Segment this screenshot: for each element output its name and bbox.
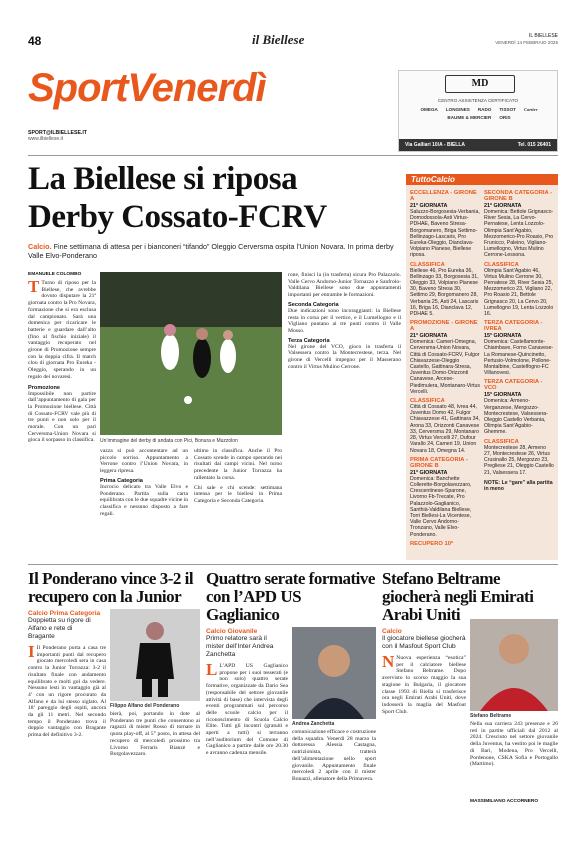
sidebar-section-body: Domenica: Bettole Grignasco-River Sesia, La Cervo-Pernatese, Lenta Lozzolo-Olimpia Sant’Agabio, Mezzomerico-Pro Roasio, Pro Frunicco, Paleino, Vigliano-Lumellogno, Virtus Mulino Cerrone-Lessona. <box>484 209 554 259</box>
sidebar-section-head: CLASSIFICA <box>484 438 519 445</box>
sidebar-columns <box>406 185 558 547</box>
page-header <box>28 34 558 48</box>
article-gaglianico <box>206 570 376 840</box>
main-deck-wrap <box>28 242 401 260</box>
article-1-photo-image <box>110 609 200 701</box>
brand-rado: RADO <box>477 107 492 112</box>
brand-omega: OMEGA <box>420 107 438 112</box>
sidebar-section-sub: 15ª GIORNATA <box>484 392 522 399</box>
sidebar-section-body: Olimpia Sant’Agabio 46, Virtus Mulino Cerrone 30, Pernatese 28, River Sesia 25, Mezzomerico 23, Vigliano 22, Pro Roasio 21, Bettole Grignasco 20, La Cervo 20, Lumellogno 19, Lenta Lozzolo 16. <box>484 267 554 318</box>
ad-footer <box>399 139 557 151</box>
article-2-photo <box>292 627 376 719</box>
ad-address: Via Galliari 10/A - BIELLA <box>405 142 466 148</box>
main-col-3 <box>194 448 282 554</box>
article-2-caption: Andrea Zanchetta <box>292 721 335 727</box>
ad-logo: MD <box>445 75 515 93</box>
sidebar-section-head: PRIMA CATEGORIA - GIRONE B <box>410 456 468 469</box>
article-3-photo-image <box>470 619 558 711</box>
article-1-kicker: Calcio Prima Categoria <box>28 610 101 617</box>
main-col-2-text: vazza si può accontentare ad un piccolo sorriso. Appuntamento a Verrone contro l’Union Novara, in leggera ripresa. <box>100 448 188 475</box>
article-1-body <box>28 645 200 821</box>
main-col-1-text: T Turno di riposo per la Biellese, che avrebbe dovuto disputare la 21ª giornata contro la Pro Novara, formazione che si era esclusa dal campionato. Sarà una domenica per ricaricare le batterie e guardare dall’alto (fino al fischio iniziale) il vantaggio recuperato nel girone di Promozione sempre con la doppia cifra. Il match clou di giornata Pro Eureka - Oleggio, sperando in un regalo dei novaresi. <box>28 280 96 380</box>
article-2-col-a: L L’APD US Gaglianico propone per i suoi tesserati (e non solo) quattro serate formative, organizzate da Dario Sea (responsabile del settore giovanile attività di base) che intervista degli eventi programmati sul percorso delle scuole calcio per il riconoscimento di Scuola Calcio Elite. Tutti gli incontri (gratuiti e aperti a tutti) si terranno nell’auditorium del Comune di Gaglianico a partire dalle ore 20.30 e avranno cadenza mensile. <box>206 663 288 757</box>
middle-rule <box>28 564 558 565</box>
brand-baume: BAUME & MERCIER <box>447 115 492 120</box>
section-banner <box>28 60 348 142</box>
sidebar-section-sub: 21ª GIORNATA <box>410 333 448 340</box>
main-photo-caption: Un’immagine del derby di andata con Pici, Bonura e Muzzolon <box>100 438 238 444</box>
main-deck: Fine settimana di attesa per i bianconeri “tifando” Oleggio Cerversma ospita l’Union Novara. In prima derby Valle Elvo-Ponderano <box>28 242 394 260</box>
main-col-2 <box>100 448 188 554</box>
article-3-caption: Stefano Beltrame <box>470 713 512 719</box>
article-2-body <box>206 663 376 839</box>
sidebar-section-head: CLASSIFICA <box>410 398 445 405</box>
sidebar-section-body: Domenica: Banchette Collerette-Borgolavezzaro, Crescentinese-Sparone, Livorno Fb-Trecate, Pro Palazzolo-Gaglianico, Santhià-Valdilana Biellese, Torri Biellesi-La Vicentese, Valle Cervo Andorno-Tronzano, Valle Elvo-Ponderano. <box>410 475 472 538</box>
section-website: www.ilbiellese.it <box>28 136 64 142</box>
article-2-col-b-text: comunicazione efficace e costruzione della squadra. Venerdì 28 marzo la dottoressa Alessia Castagna, nutrizionista, tratterà dell’alimentazione nello sport giovanile. Appuntamento finale mercoledì 2 aprile con il mister Bonazzi, allenatore della Primavera. <box>292 729 376 782</box>
sidebar-section-body: Città di Cossato 48, Ivrea 44, Juventus Domo 42, Fulgor Chiavazzese 41, Gattinara 34, Arona 33, Orizzonti Canavese 33, Cerversma 29, Montanaro 28, Virtus Vercelli 27, Dufour Varallo 24, Cameri 19, Union Novara 18, Omegna 14. <box>410 404 480 454</box>
sidebar-section-sub: 21ª GIORNATA <box>410 203 448 209</box>
sidebar-section-sub: 21ª GIORNATA <box>410 469 448 476</box>
main-col-4-text-b: Due indicazioni sono incoraggianti: la Biellese resta in corsa per il vertice, e il Lumellogno e il Vigliano puntano ai tre punti contro il Valle Mosso. <box>288 307 401 334</box>
sidebar-section-body: Domenica: Armeno-Verganzese, Mergozzo-Montecrestese, Valsessera-Oleggio Castello Verbania, Olimpia Sant’Agabio-Ghemme. <box>484 398 548 436</box>
sidebar-section-body: Domenica: Castellamonte-Chiambave, Forno Canavese-La Romanese-Quincinetto, Pertusio-Volmolone, Pollone-Montalbine, Castelfogno-FC Villanovesi. <box>484 339 554 377</box>
article-2-headline: Quattro serate formative con l’APD US Gaglianico <box>206 570 375 624</box>
watch-ad <box>398 70 558 152</box>
paper-logo: il Biellese <box>252 32 305 47</box>
article-1-col-b <box>110 645 200 821</box>
article-2-deck: Primo relatore sarà il mister dell’Inter Andrea Zanchetta <box>206 635 274 658</box>
header-rule <box>28 155 558 156</box>
sidebar-section-head: TERZA CATEGORIA - IVREA <box>484 320 543 333</box>
brand-cartier: Cartier <box>523 107 538 112</box>
sidebar-section-sub: 21ª GIORNATA <box>484 203 522 209</box>
sidebar-section-body: Biellese 46, Pro Eureka 36, Bellinzago 33, Borgosesia 31, Oleggio 33, Volpiano Pianese 30, Baveno Stresa 30, Settimo 29, Borgomanero 28, Verbania 25, Asti 24, Lascaris 16, Briga 16, Dianclava 12, PDHAE 5. <box>410 267 479 318</box>
article-1-photo <box>110 609 200 701</box>
main-col-1-subhead: Promozione <box>28 384 61 391</box>
main-headline-1: La Biellese si riposa <box>28 161 298 197</box>
sidebar-section-head: SECONDA CATEGORIA - GIRONE B <box>484 190 553 202</box>
article-1-deck: Doppietta su rigore di Alfano e rete di Bragante <box>28 617 91 640</box>
paper-name-right: IL BIELLESE <box>529 33 558 39</box>
main-col-1-text-b: Impossibile non partire dall’appuntamento di gala per la Promozione biellese. Città di Cossato-FCRV vale più di tre punti e non solo per il morale. Con un pari Cerversma-Union Novara si gioca il sorpasso in classifica. <box>28 390 96 444</box>
main-col-4-text-c: Nel girone del VCO, gioco in trasferta il Valsessera contro la Montecrestese, terza. Nel girone di Vercelli impegno per il Masserano contro il Virtus Mulino Cerrone. <box>288 343 401 370</box>
sidebar-section-head: CLASSIFICA <box>484 261 519 268</box>
brand-oris: ORIS <box>499 115 511 120</box>
article-3-col-b <box>470 655 558 831</box>
article-3-kicker: Calcio <box>382 628 402 635</box>
article-3-byline: MASSIMILIANO ACCORNERO <box>470 799 539 804</box>
article-2-col-b <box>292 663 376 839</box>
sidebar-section-head: RECUPERO 10ª <box>410 540 454 545</box>
main-col-4-text: rone, finisci la (in trasferta) sicura Pro Palazzolo. Valle Cervo Andorno-Junior Tornazzo e Sanfrolo-Valdilana Biellese sono due appuntamenti importanti per entrambe le formazioni. <box>288 272 401 299</box>
sidebar-section-body: Saluzzo-Borgosesia-Verbania, Domodossola-Asti Virtus-PDHAE, Baveno Stresa-Borgomanero, Briga Settimo-Bellinzago-Lascaris, Pro Eureka-Oleggio, Dianclava-Volpiano Pianese, Biellese riposa. <box>410 209 480 259</box>
ad-service-line: CENTRO ASSISTENZA CERTIFICATO <box>437 98 519 103</box>
tuttocalcio-sidebar <box>406 174 558 560</box>
sidebar-section-head: ECCELLENZA - GIRONE A <box>410 190 477 202</box>
brand-longines: LONGINES <box>445 107 470 112</box>
main-kicker: Calcio. <box>28 242 52 251</box>
main-col-1 <box>28 272 96 554</box>
article-1-caption: Filippo Alfano del Ponderano <box>110 703 180 709</box>
main-byline: EMANUELE COLOMBO <box>28 272 82 277</box>
main-headline-2: Derby Cossato-FCRV <box>28 199 327 235</box>
article-3-body <box>382 655 558 831</box>
issue-date: VENERDÌ 14 FEBBRAIO 2025 <box>495 40 558 45</box>
section-title: SportVenerdì <box>28 66 266 110</box>
ad-phone: Tel. 015 26401 <box>517 142 551 148</box>
main-col-2-text-b: Incrocio delicato tra Valle Elvo e Ponderano. Partita sulla carta equilibrata con le due squadre vicine in classifica e nessuno disposto a fare regali. <box>100 483 188 517</box>
sidebar-section-body: Domenica: Cameri-Omegna, Cerversma-Union Novara, Città di Cossato-FCRV, Fulgor Chiavazzese-Oleggio Castello, Gattinara-Stresa, Juventus Domo-Orizzonti Canavese, Arcese-Piedimulera, Montanaro-Virtus Vercelli. <box>410 339 480 395</box>
article-3-photo <box>470 619 558 711</box>
sidebar-col-right <box>484 187 554 545</box>
article-3-col-b-text: Nella sua carriera 243 presenze e 26 reti in partite ufficiali dal 2012 al 2024. Cresciuto nel settore giovanile della Juventus, ha vestito poi le maglie di Bari, Modena, Pro Vercelli, Pordenone, CSKA Sofia e Portogallo (Martimo). <box>470 721 558 768</box>
sidebar-section-head: PROMOZIONE - GIRONE A <box>410 320 478 333</box>
sidebar-section-head: CLASSIFICA <box>410 261 445 268</box>
article-ponderano <box>28 570 200 840</box>
article-1-col-a: I Il Ponderano porta a casa tre importanti punti dal recupero giocato mercoledì sera in casa contro la Junior Torrazza: 3-2 il risultato finale con andamento equilibrato e molti gol da vedere. Nessuno lesti in vantaggio già al 4’ con un rigore procurato da Alfano e da lui stesso siglato. Al 18’ pareggio degli ospiti, ancora da gli 11 metri. Nel secondo tempo il Ponderano trova il doppio vantaggio con Bragante prima del definitivo 3-2. <box>28 645 106 739</box>
main-col-2-subhead: Prima Categoria <box>100 477 143 484</box>
article-1-headline: Il Ponderano vince 3-2 il recupero con la Junior <box>28 570 194 606</box>
sidebar-section-body: Montecrestese 28, Armeno 27, Montecrestese 26, Virtus Crusinallo 25, Mergozzo 23, Pregliese 21, Oleggio Castello 21, Valsessera 17. <box>484 444 554 476</box>
main-col-3-text-b: Chi sale e chi scende: settimana intensa per le biellesi in Prima Categoria e Seconda Categoria. <box>194 484 282 504</box>
main-col-4 <box>288 272 401 554</box>
sidebar-section-head: TERZA CATEGORIA - VCO <box>484 379 543 392</box>
article-beltrame <box>382 570 558 840</box>
main-photo <box>100 272 282 435</box>
main-photo-image <box>100 272 282 435</box>
article-2-photo-image <box>292 627 376 719</box>
article-3-deck: Il giocatore biellese giocherà con il Masfout Sport Club <box>382 635 466 650</box>
article-3-headline: Stefano Beltrame giocherà negli Emirati Arabi Uniti <box>382 570 534 624</box>
main-col-4-subhead: Seconda Categoria <box>288 301 339 308</box>
article-1-col-b-text: bierà, poi, portando in dote al Ponderano tre punti che consentono ai ragazzi di mister Rosso di tornare in quota play-off, al 5° posto, in attesa del recupero di mercoledì prossimo tra Livorno Ferraris Bianzè e Borgolavezzaro. <box>110 711 200 758</box>
main-col-4-subhead-2: Terza Categoria <box>288 337 330 344</box>
sidebar-col-left <box>410 187 480 545</box>
main-col-3-text: ultimo in classifica. Anche il Pro Cossato scende in campo sperando nei risultati dai campi vicini. Nel turno precedente la Junior Torrazza ha rallentato la corsa. <box>194 448 282 481</box>
sidebar-section-sub: 15ª GIORNATA <box>484 333 522 340</box>
sidebar-title: TuttoCalcio <box>406 174 558 185</box>
article-3-col-a: N Nuova esperienza “esotica” per il calciatore biellese Stefano Beltrame. Dopo avervisto lo scorso maggio la sua stagione in Bulgaria, il giocatore classe 1993 di Biella si trasferisce ora negli Emirati Arabi Uniti, dove indosserà la maglia del Masfout Sport Club. <box>382 655 466 715</box>
section-email: SPORT@ILBIELLESE.IT <box>28 130 87 136</box>
brand-tissot: TISSOT <box>499 107 516 112</box>
page-number: 48 <box>28 34 42 48</box>
sidebar-note: NOTE: Le “gare” alla partita in meno <box>484 479 553 492</box>
article-2-kicker: Calcio Giovanile <box>206 628 258 635</box>
ad-brands <box>403 107 555 120</box>
